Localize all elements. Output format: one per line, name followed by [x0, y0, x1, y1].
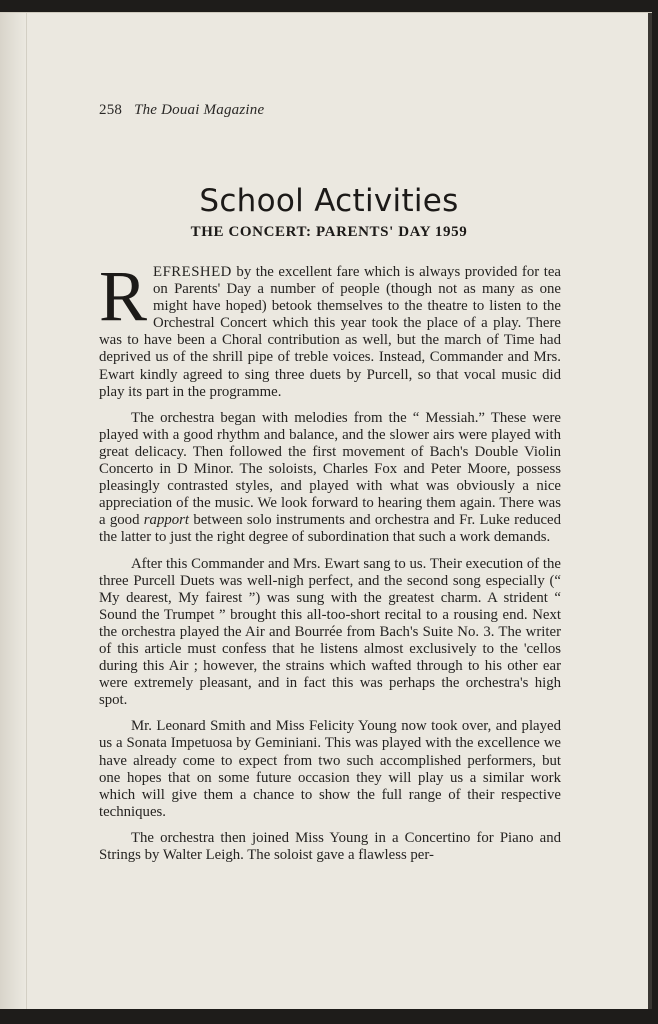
article-title: School Activities — [199, 182, 459, 219]
page-gutter — [0, 13, 27, 1009]
article-subtitle: THE CONCERT: PARENTS' DAY 1959 — [190, 224, 468, 240]
paragraph-5: The orchestra then joined Miss Young in a Concertino for Piano and Strings by Walter Leigh. The soloist gave a flawless per- — [99, 829, 561, 863]
paragraph-1 — [99, 256, 561, 401]
page-number: 258 — [99, 102, 123, 118]
paragraph-2-italic: rapport — [143, 512, 190, 529]
magazine-title: The Douai Magazine — [134, 102, 265, 118]
paragraph-4: Mr. Leonard Smith and Miss Felicity Young now took over, and played us a Sonata Impetuosa by Geminiani. This was played with the excellence we have already come to expect from two such accomplished performers, but one hopes that on some future occasion they will play us a similar work which will give them a chance to show the full range of their respective techniques. — [99, 718, 561, 820]
lead-word: EFRESHED — [153, 264, 232, 280]
drop-cap: R — [99, 256, 148, 336]
page-edge — [648, 13, 652, 1009]
paragraph-1-text: by the excellent fare which is always provided for tea on Parents' Day a number of people (though not as many as one might have hoped) betook themselves to the theatre to listen to the Orchestral Concert which this year took the place of a play. There was to have been a Choral contribution as well, but the march of Time had deprived us of the shrill pipe of treble voices. Instead, Commander and Mrs. Ewart kindly agreed to sing three duets by Purcell, so that vocal music did play its part in the programme. — [99, 264, 561, 400]
paragraph-2 — [99, 410, 561, 547]
paragraph-2-text-b: between solo instruments and orchestra and Fr. Luke reduced the latter to just the right degree of subordination that such a work demands. — [99, 512, 562, 546]
paragraph-2-text-a: The orchestra began with melodies from the “ Messiah.” These were played with a good rhythm and balance, and the slower airs were played with great delicacy. Then followed the first movement of Bach's Double Violin Concerto in D Minor. The soloists, Charles Fox and Peter Moore, possess pleasingly contrasted styles, and played with what was obviously a nice appreciation of the music. We look forward to hearing them again. There was a good — [99, 409, 561, 529]
article-body — [99, 256, 562, 873]
running-head — [99, 102, 264, 119]
paragraph-3: After this Commander and Mrs. Ewart sang to us. Their execution of the three Purcell Duets was well-nigh perfect, and the second song especially (“ My dearest, My fairest ”) was sung with the greatest charm. A strident “ Sound the Trumpet ” brought this all-too-short recital to a rousing end. Next the orchestra played the Air and Bourrée from Bach's Suite No. 3. The writer of this article must confess that he listens almost exclusively to the 'cellos during this Air ; however, the strains which wafted through to his other ear were extremely pleasant, and in fact this was perhaps the orchestra's high spot. — [99, 555, 561, 709]
